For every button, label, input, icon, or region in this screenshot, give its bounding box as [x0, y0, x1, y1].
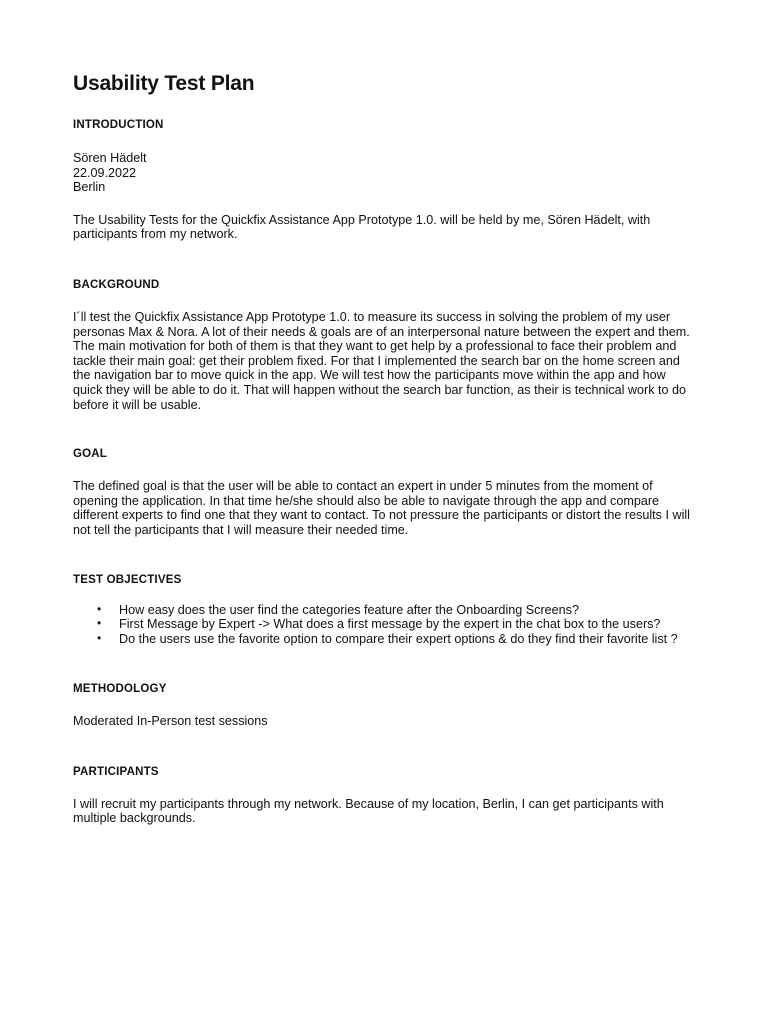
methodology-text: Moderated In-Person test sessions	[73, 714, 268, 729]
list-item	[73, 603, 698, 618]
objective-text: How easy does the user find the categories feature after the Onboarding Screens?	[119, 602, 579, 617]
objective-text: Do the users use the favorite option to compare their expert options & do they find their favorite list ?	[119, 631, 678, 646]
goal-text: The defined goal is that the user will be able to contact an expert in under 5 minutes from the moment of opening the application. In that time he/she should also be able to navigate through the app and compare different experts to find one that they want to contact. To not pressure the participants or distort the results I will not tell the participants that I will measure their needed time.	[73, 479, 690, 537]
document-title: Usability Test Plan	[73, 72, 255, 95]
author-name: Sören Hädelt	[73, 151, 147, 165]
introduction-heading: INTRODUCTION	[73, 119, 164, 131]
bullet-icon: •	[97, 630, 102, 645]
methodology-heading: METHODOLOGY	[73, 683, 167, 696]
background-heading: BACKGROUND	[73, 278, 160, 291]
document-date: 22.09.2022	[73, 165, 137, 180]
test-objectives-heading: TEST OBJECTIVES	[73, 573, 182, 586]
introduction-text: The Usability Tests for the Quickfix Assistance App Prototype 1.0. will be held by me, Sören Hädelt, with participants from my network.	[73, 212, 651, 242]
test-objectives-list	[73, 603, 698, 647]
objective-text: First Message by Expert -> What does a first message by the expert in the chat box to the users?	[119, 617, 661, 632]
document-city: Berlin	[73, 180, 106, 195]
list-item	[73, 617, 698, 632]
background-text: I´ll test the Quickfix Assistance App Prototype 1.0. to measure its success in solving the problem of my user personas Max & Nora. A lot of their needs & goals are of an interpersonal nature between the expert and them. The main motivation for both of them is that they want to get help by a professional to face their problem and tackle their main goal: get their problem fixed. For that I implemented the search bar on the home screen and the navigation bar to move quick in the app. We will test how the participants move within the app and how quick they will be able to do it. That will happen without the search bar function, as their is technical work to do before it will be usable.	[73, 309, 690, 412]
goal-heading: GOAL	[73, 448, 108, 461]
bullet-icon: •	[97, 616, 102, 631]
participants-text: I will recruit my participants through my network. Because of my location, Berlin, I can get participants with multiple backgrounds.	[73, 796, 664, 826]
list-item	[73, 632, 698, 647]
document-page	[73, 70, 698, 826]
bullet-icon: •	[97, 601, 102, 616]
participants-heading: PARTICIPANTS	[73, 765, 159, 778]
